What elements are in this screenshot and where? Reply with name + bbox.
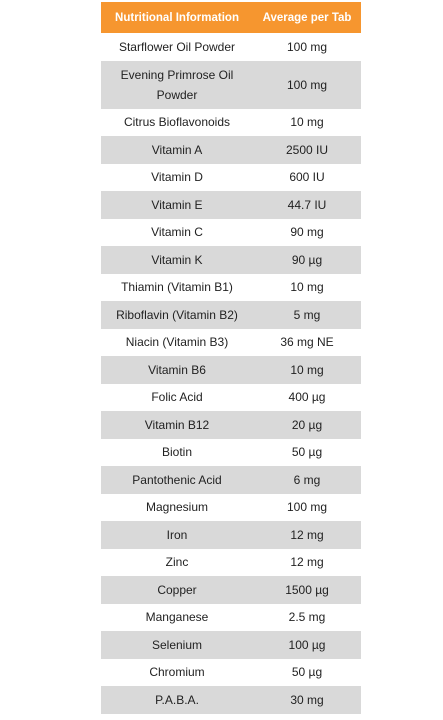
table-row: [101, 466, 361, 494]
table-row: [101, 384, 361, 412]
table-row: [101, 136, 361, 164]
amount-cell: 5 mg: [253, 301, 361, 329]
nutrient-name-cell: Evening Primrose Oil Powder: [101, 61, 253, 109]
amount-cell: 100 µg: [253, 631, 361, 659]
amount-cell: 100 mg: [253, 494, 361, 522]
amount-cell: 1500 µg: [253, 576, 361, 604]
table-row: [101, 686, 361, 714]
amount-cell: 90 mg: [253, 219, 361, 247]
nutrient-name-cell: Iron: [101, 521, 253, 549]
header-row: [101, 2, 361, 33]
nutrient-name-cell: Vitamin C: [101, 219, 253, 247]
amount-cell: 50 µg: [253, 439, 361, 467]
amount-cell: 2.5 mg: [253, 604, 361, 632]
amount-cell: 12 mg: [253, 549, 361, 577]
table-row: [101, 61, 361, 109]
amount-cell: 6 mg: [253, 466, 361, 494]
table-row: [101, 631, 361, 659]
table-row: [101, 439, 361, 467]
table-header: [101, 2, 361, 33]
header-nutritional-information: Nutritional Information: [101, 2, 253, 33]
amount-cell: 100 mg: [253, 33, 361, 61]
nutrient-name-cell: Niacin (Vitamin B3): [101, 329, 253, 357]
nutrient-name-cell: Thiamin (Vitamin B1): [101, 274, 253, 302]
amount-cell: 10 mg: [253, 274, 361, 302]
nutrient-name-cell: Vitamin E: [101, 191, 253, 219]
table-row: [101, 246, 361, 274]
nutrient-name-cell: Vitamin K: [101, 246, 253, 274]
header-average-per-tab: Average per Tab: [253, 2, 361, 33]
nutrient-name-cell: Manganese: [101, 604, 253, 632]
table-row: [101, 549, 361, 577]
amount-cell: 400 µg: [253, 384, 361, 412]
nutrient-name-cell: Starflower Oil Powder: [101, 33, 253, 61]
amount-cell: 2500 IU: [253, 136, 361, 164]
table-body: [101, 33, 361, 714]
table-row: [101, 659, 361, 687]
amount-cell: 50 µg: [253, 659, 361, 687]
table-row: [101, 33, 361, 61]
nutrient-name-cell: Magnesium: [101, 494, 253, 522]
nutrient-name-cell: Vitamin B6: [101, 356, 253, 384]
nutrient-name-cell: Citrus Bioflavonoids: [101, 109, 253, 137]
table-row: [101, 521, 361, 549]
table-row: [101, 301, 361, 329]
amount-cell: 44.7 IU: [253, 191, 361, 219]
table-row: [101, 356, 361, 384]
nutrient-name-cell: Selenium: [101, 631, 253, 659]
amount-cell: 20 µg: [253, 411, 361, 439]
nutrient-name-cell: P.A.B.A.: [101, 686, 253, 714]
nutrient-name-cell: Chromium: [101, 659, 253, 687]
amount-cell: 36 mg NE: [253, 329, 361, 357]
table-row: [101, 219, 361, 247]
amount-cell: 90 µg: [253, 246, 361, 274]
table-row: [101, 274, 361, 302]
nutrient-name-cell: Vitamin D: [101, 164, 253, 192]
table-row: [101, 411, 361, 439]
table-row: [101, 576, 361, 604]
table-row: [101, 604, 361, 632]
nutrient-name-cell: Riboflavin (Vitamin B2): [101, 301, 253, 329]
amount-cell: 10 mg: [253, 356, 361, 384]
nutrition-table: [101, 2, 361, 714]
nutrient-name-cell: Biotin: [101, 439, 253, 467]
amount-cell: 100 mg: [253, 61, 361, 109]
table-row: [101, 329, 361, 357]
table-row: [101, 109, 361, 137]
nutrition-table-container: [101, 2, 361, 714]
amount-cell: 30 mg: [253, 686, 361, 714]
table-row: [101, 164, 361, 192]
table-row: [101, 191, 361, 219]
nutrient-name-cell: Pantothenic Acid: [101, 466, 253, 494]
nutrient-name-cell: Vitamin B12: [101, 411, 253, 439]
amount-cell: 12 mg: [253, 521, 361, 549]
amount-cell: 10 mg: [253, 109, 361, 137]
nutrient-name-cell: Vitamin A: [101, 136, 253, 164]
table-row: [101, 494, 361, 522]
amount-cell: 600 IU: [253, 164, 361, 192]
nutrient-name-cell: Zinc: [101, 549, 253, 577]
nutrient-name-cell: Copper: [101, 576, 253, 604]
nutrient-name-cell: Folic Acid: [101, 384, 253, 412]
